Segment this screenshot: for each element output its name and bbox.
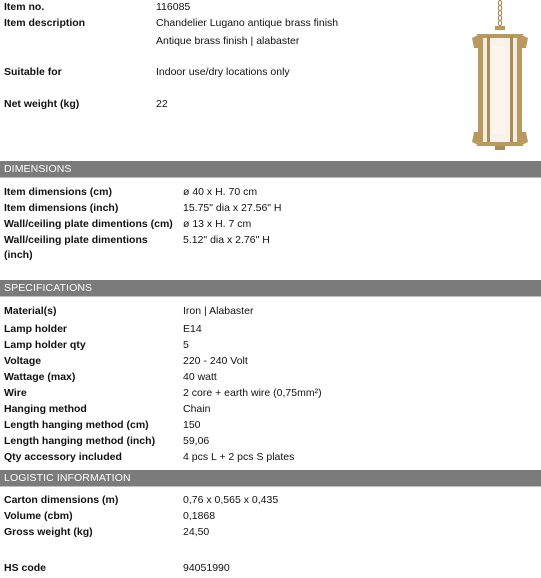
- spec-label-lamp-holder-qty: Lamp holder qty: [4, 339, 86, 351]
- spec-label-hanging-method: Hanging method: [4, 403, 87, 415]
- item-description-line1: Chandelier Lugano antique brass finish: [156, 17, 339, 29]
- spec-label-material: Material(s): [4, 305, 57, 317]
- spec-label-wire: Wire: [4, 387, 27, 399]
- spec-value-lamp-holder: E14: [183, 323, 202, 335]
- suitable-for-value: Indoor use/dry locations only: [156, 66, 290, 78]
- item-dimensions-inch-value: 15.75" dia x 27.56" H: [183, 202, 282, 214]
- spec-value-wattage: 40 watt: [183, 371, 217, 383]
- ceiling-cap: [495, 26, 505, 30]
- item-description-line2: Antique brass finish | alabaster: [156, 35, 300, 47]
- spec-value-wire: 2 core + earth wire (0,75mm²): [183, 387, 322, 399]
- hs-code-value: 94051990: [183, 562, 230, 574]
- suitable-for-label: Suitable for: [4, 66, 62, 78]
- spec-value-qty-accessory: 4 pcs L + 2 pcs S plates: [183, 451, 295, 463]
- gross-weight-label: Gross weight (kg): [4, 526, 93, 538]
- spec-label-length-inch: Length hanging method (inch): [4, 435, 156, 447]
- net-weight-value: 22: [156, 98, 168, 110]
- item-dimensions-inch-label: Item dimensions (inch): [4, 202, 119, 214]
- bottom-frame: [476, 142, 524, 146]
- volume-label: Volume (cbm): [4, 510, 73, 522]
- volume-value: 0,1868: [183, 510, 216, 522]
- spec-value-material: Iron | Alabaster: [183, 305, 254, 317]
- logistic-section-header: LOGISTIC INFORMATION: [0, 470, 541, 486]
- plate-dimensions-cm-label: Wall/ceiling plate dimentions (cm): [4, 218, 173, 230]
- dimensions-section-header: DIMENSIONS: [0, 161, 541, 177]
- spec-value-lamp-holder-qty: 5: [183, 339, 189, 351]
- chain: [498, 0, 501, 25]
- item-dimensions-cm-label: Item dimensions (cm): [4, 186, 112, 198]
- gross-weight-value: 24,50: [183, 526, 210, 538]
- plate-dimensions-cm-value: ø 13 x H. 7 cm: [183, 218, 252, 230]
- divider: [0, 177, 541, 178]
- chandelier-product-image: [462, 0, 534, 156]
- spec-value-voltage: 220 - 240 Volt: [183, 355, 248, 367]
- right-bar: [517, 34, 522, 146]
- spec-label-qty-accessory: Qty accessory included: [4, 451, 122, 463]
- plate-dimensions-inch-label-line2: (inch): [4, 249, 33, 261]
- divider: [0, 486, 541, 487]
- top-frame: [476, 34, 524, 38]
- item-no-value: 116085: [156, 1, 191, 13]
- plate-dimensions-inch-label: Wall/ceiling plate dimentions: [4, 234, 148, 246]
- item-description-label: Item description: [4, 17, 86, 29]
- spec-label-lamp-holder: Lamp holder: [4, 323, 68, 335]
- spec-label-length-cm: Length hanging method (cm): [4, 419, 149, 431]
- spec-value-hanging-method: Chain: [183, 403, 211, 415]
- spec-value-length-cm: 150: [183, 419, 201, 431]
- left-bar: [478, 34, 483, 146]
- spec-value-length-inch: 59,06: [183, 435, 210, 447]
- hs-code-label: HS code: [4, 562, 47, 574]
- plate-dimensions-inch-value: 5.12" dia x 2.76" H: [183, 234, 270, 246]
- item-no-label: Item no.: [4, 1, 45, 13]
- item-dimensions-cm-value: ø 40 x H. 70 cm: [183, 186, 258, 198]
- spec-label-voltage: Voltage: [4, 355, 42, 367]
- spec-label-wattage: Wattage (max): [4, 371, 76, 383]
- net-weight-label: Net weight (kg): [4, 98, 80, 110]
- specifications-section-header: SPECIFICATIONS: [0, 280, 541, 296]
- carton-dimensions-value: 0,76 x 0,565 x 0,435: [183, 494, 279, 506]
- divider: [0, 296, 541, 297]
- carton-dimensions-label: Carton dimensions (m): [4, 494, 119, 506]
